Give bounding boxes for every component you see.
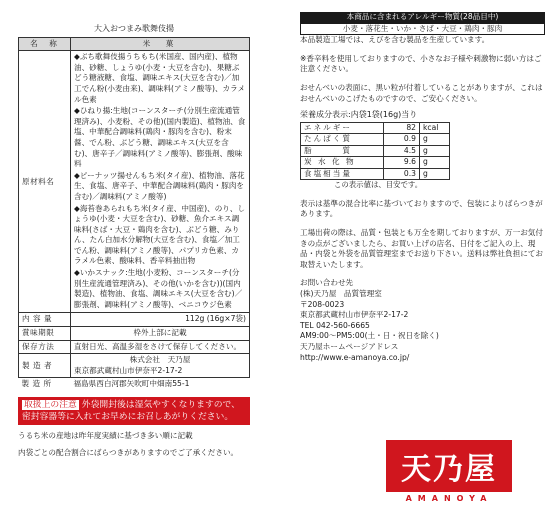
spec-row-amount	[19, 313, 250, 327]
nutrient-name: 炭 水 化 物	[301, 157, 384, 169]
contact-company: (株)天乃屋 品質管理室	[300, 289, 382, 298]
expiry-value: 枠外上部に記載	[71, 327, 250, 341]
ingredient-item: ◆ぶち歌舞伎揚うちもち(米国産、国内産)、植物油、砂糖、しょうゆ(小麦・大豆を含む)、果糖ぶどう糖液糖、食塩、調味エキス(大豆を含む)／加工でん粉(小麦由来)、調味料(アミノ酸等)、カラメル色素	[74, 52, 246, 104]
nutrition-row	[301, 134, 450, 146]
rice-origin-note: うるち米の産地は昨年度実績に基づき多い順に記載	[18, 431, 193, 440]
product-name: 大入おつまみ歌舞伎揚	[94, 24, 174, 33]
blend-note: 内袋ごとの配合割合にばらつきがありますのでご了承ください。	[18, 447, 239, 457]
label-right-panel	[300, 12, 545, 363]
plant-value: 福島県西白河郡矢吹町中畑南55-1	[73, 379, 190, 389]
ingredients-key: 原材料名	[19, 51, 71, 313]
nutrient-name: たんぱく質	[301, 134, 384, 146]
contact-title: お問い合わせ先	[300, 278, 354, 288]
nutrient-name: 食塩相当量	[301, 168, 384, 180]
ingredient-item: ◆海苔巻あられもち米(タイ産、中国産)、のり、しょうゆ(小麦・大豆を含む)、砂糖、魚介エキス調味料(さば・大豆・鶏肉を含む)、ぶどう糖、みりん、たん白加水分解物(大豆を含む)、食塩／加工でん粉、調味料(アミノ酸等)、パプリカ色素、カラメル色素、酸味料、香辛料抽出物	[74, 203, 246, 266]
spec-header-row	[19, 37, 250, 51]
nutrient-value: 0.3	[384, 168, 420, 180]
contact-url: http://www.e-amanoya.co.jp/	[300, 352, 410, 362]
nutrient-name: エネルギー	[301, 122, 384, 134]
nutrition-title: 栄養成分表示:内袋1袋(16g)当り	[300, 110, 418, 120]
ingredients-value	[71, 51, 250, 313]
label-ratio-note: 表示は基準の混合比率に基づいておりますので、包装によりばらつきがあります。	[300, 198, 543, 219]
spec-row-storage	[19, 340, 250, 354]
nutrient-value: 9.6	[384, 157, 420, 169]
spec-row-expiry	[19, 327, 250, 341]
nutrient-unit: kcal	[420, 122, 450, 134]
allergy-heading: 本商品に含まれるアレルギー物質(28品目中)	[300, 12, 545, 23]
nutrient-unit: g	[420, 134, 450, 146]
nutrient-value: 0.9	[384, 134, 420, 146]
nutrition-table	[300, 122, 450, 181]
nutrient-unit: g	[420, 168, 450, 180]
caution-text: 外袋開封後は湿気やすくなりますので、密封容器等に入れてお早めにお召しあがりください。	[22, 400, 240, 422]
contact-hours: AM9:00〜PM5:00(土・日・祝日を除く)	[300, 331, 439, 341]
contact-tel: TEL 042-560-6665	[300, 320, 370, 330]
caution-box	[18, 397, 250, 425]
nutrient-value: 82	[384, 122, 420, 134]
nutrition-row	[301, 157, 450, 169]
spec-header-key: 名 称	[19, 37, 71, 51]
label-left-panel	[18, 24, 250, 458]
nutrient-unit: g	[420, 145, 450, 157]
nutrient-unit: g	[420, 157, 450, 169]
ingredient-item: ◆ピーナッツ揚せんもち米(タイ産)、植物油、落花生、食塩、唐辛子、中華配合調味料(鶏肉・豚肉を含む)／調味料(アミノ酸等)	[74, 170, 245, 201]
nutrient-value: 4.5	[384, 145, 420, 157]
nutrition-row	[301, 145, 450, 157]
amount-value: 112g (16g×7袋)	[71, 313, 250, 327]
contact-address: 東京都武蔵村山市伊奈平2-17-2	[300, 310, 409, 320]
spec-row-plant	[19, 378, 250, 391]
spec-header-value: 米 菓	[71, 37, 250, 51]
contact-zip: 〒208-0023	[300, 299, 345, 309]
maker-address: 東京都武蔵村山市伊奈平2-17-2	[74, 365, 183, 375]
contact-web-label: 天乃屋ホームページアドレス	[300, 341, 399, 351]
storage-value: 直射日光、高温多湿をさけて保存してください。	[71, 340, 250, 354]
maker-name: 株式会社 天乃屋	[129, 355, 191, 365]
maker-key: 製 造 者	[19, 354, 71, 378]
caution-tag: 取扱上の注意	[24, 400, 77, 410]
spec-row-ingredients	[19, 51, 250, 313]
amount-key: 内 容 量	[19, 313, 71, 327]
storage-key: 保存方法	[19, 340, 71, 354]
amanoya-logo: 天乃屋	[386, 440, 512, 492]
spice-note: ※香辛料を使用しておりますので、小さなお子様や刺激物に弱い方はご注意ください。	[300, 53, 542, 74]
ingredient-item: ◆ひねり揚:生地(コーンスターチ(分別生産流通管理済み)、小麦粉、その他)(国内製造)、植物油、食塩、中華配合調味料(鶏肉・豚肉を含む)、粉末醤、でん粉、ぶどう糖、調味エキス(大豆を含む)、唐辛子／調味料(アミノ酸等)、膨張剤、酸味料	[74, 106, 246, 169]
spec-table	[18, 37, 250, 391]
spec-row-maker	[19, 354, 250, 378]
factory-note: 工場出荷の際は、品質・包装とも万全を期しておりますが、万一お気付きの点がございましたら、お買い上げの店名、日付をご記入の上、現品・内袋と外袋を品質管理室までお送り下さい。送料は弊社負担にてお取替えいたします。	[300, 228, 543, 269]
black-spots-note: おせんべいの表面に、黒い粒が付着していることがありますが、これはおせんべいのこげたものですので、ご安心ください。	[300, 82, 543, 103]
plant-key: 製 造 所	[21, 379, 52, 389]
allergy-factory-note: 本品製造工場では、えびを含む製品を生産しています。	[300, 35, 490, 45]
expiry-key: 賞味期限	[19, 327, 71, 341]
nutrition-note: この表示値は、目安です。	[334, 180, 423, 190]
amanoya-logo-sub: AMANOYA	[405, 494, 493, 503]
maker-value	[71, 354, 250, 378]
nutrition-row	[301, 168, 450, 180]
ingredient-item: ◆いかスナック:生地(小麦粉、コーンスターチ(分別生産流通管理済み)、その他(いかを含む))(国内製造)、植物油、食塩、調味エキス(大豆を含む)／膨張剤、調味料(アミノ酸等)、ベニコウジ色素	[74, 268, 243, 309]
allergy-list: 小麦・落花生・いか・さば・大豆・鶏肉・豚肉	[300, 23, 545, 36]
nutrient-name: 脂 質	[301, 145, 384, 157]
nutrition-row	[301, 122, 450, 134]
